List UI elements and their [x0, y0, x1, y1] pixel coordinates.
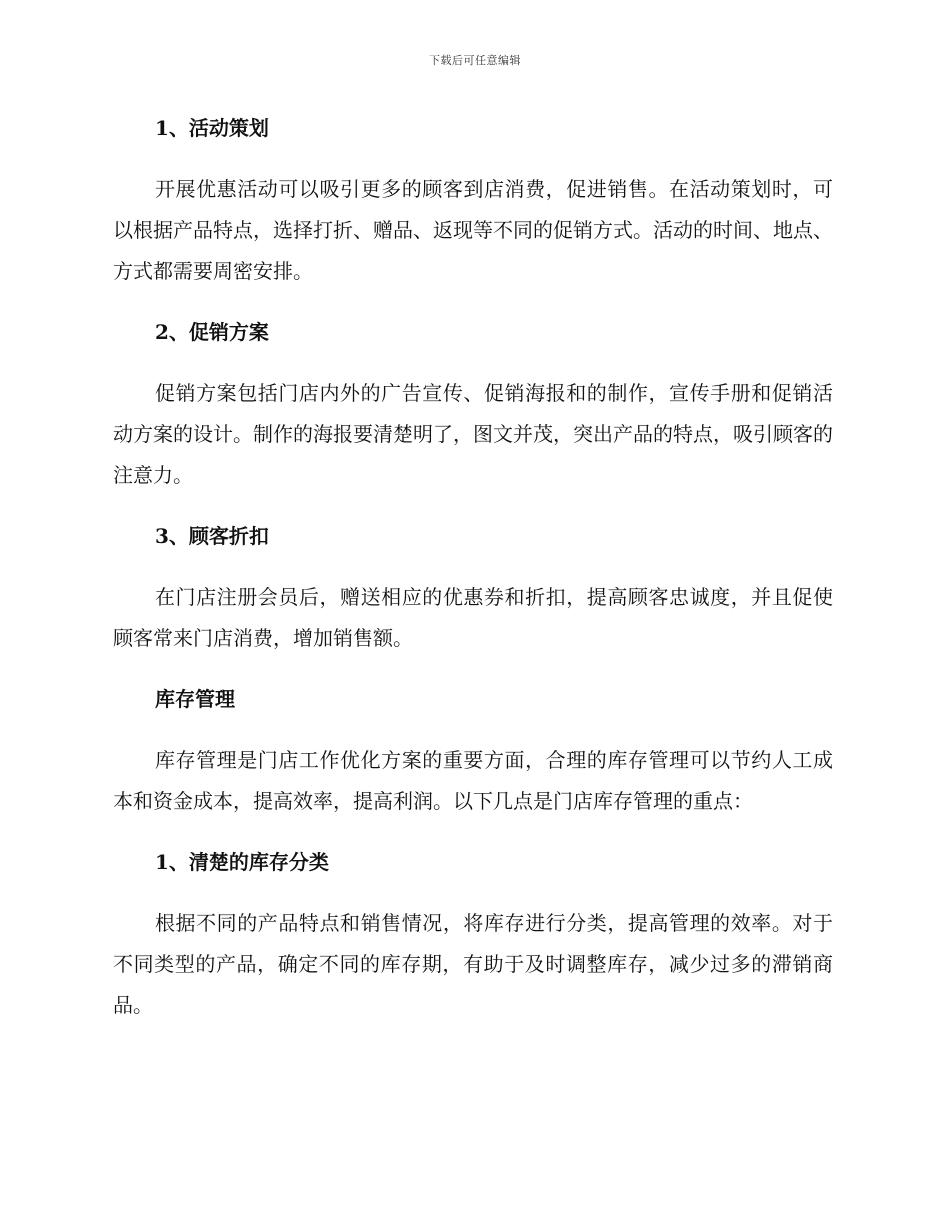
section-paragraph-promotion-plan: 促销方案包括门店内外的广告宣传、促销海报和的制作，宣传手册和促销活动方案的设计。制作的海报要清楚明了，图文并茂，突出产品的特点，吸引顾客的注意力。 [113, 381, 833, 487]
section-heading-customer-discount: 3、顾客折扣 [155, 524, 269, 548]
section-heading-inventory-classification: 1、清楚的库存分类 [155, 850, 329, 874]
section-paragraph-inventory-classification: 根据不同的产品特点和销售情况，将库存进行分类，提高管理的效率。对于不同类型的产品，确定不同的库存期，有助于及时调整库存，减少过多的滞销商品。 [113, 911, 833, 1017]
section-heading-activity-planning: 1、活动策划 [155, 116, 269, 140]
section-paragraph-inventory-management: 库存管理是门店工作优化方案的重要方面，合理的库存管理可以节约人工成本和资金成本，提高效率，提高利润。以下几点是门店库存管理的重点： [113, 748, 833, 813]
document-body [113, 114, 833, 1026]
section-paragraph-activity-planning: 开展优惠活动可以吸引更多的顾客到店消费，促进销售。在活动策划时，可以根据产品特点，选择打折、赠品、返现等不同的促销方式。活动的时间、地点、方式都需要周密安排。 [113, 177, 833, 283]
section-heading-promotion-plan: 2、促销方案 [155, 320, 269, 344]
section-paragraph-customer-discount: 在门店注册会员后，赠送相应的优惠券和折扣，提高顾客忠诚度，并且促使顾客常来门店消费，增加销售额。 [113, 585, 833, 650]
page-header: 下载后可任意编辑 [429, 54, 521, 67]
section-heading-inventory-management: 库存管理 [155, 687, 235, 711]
